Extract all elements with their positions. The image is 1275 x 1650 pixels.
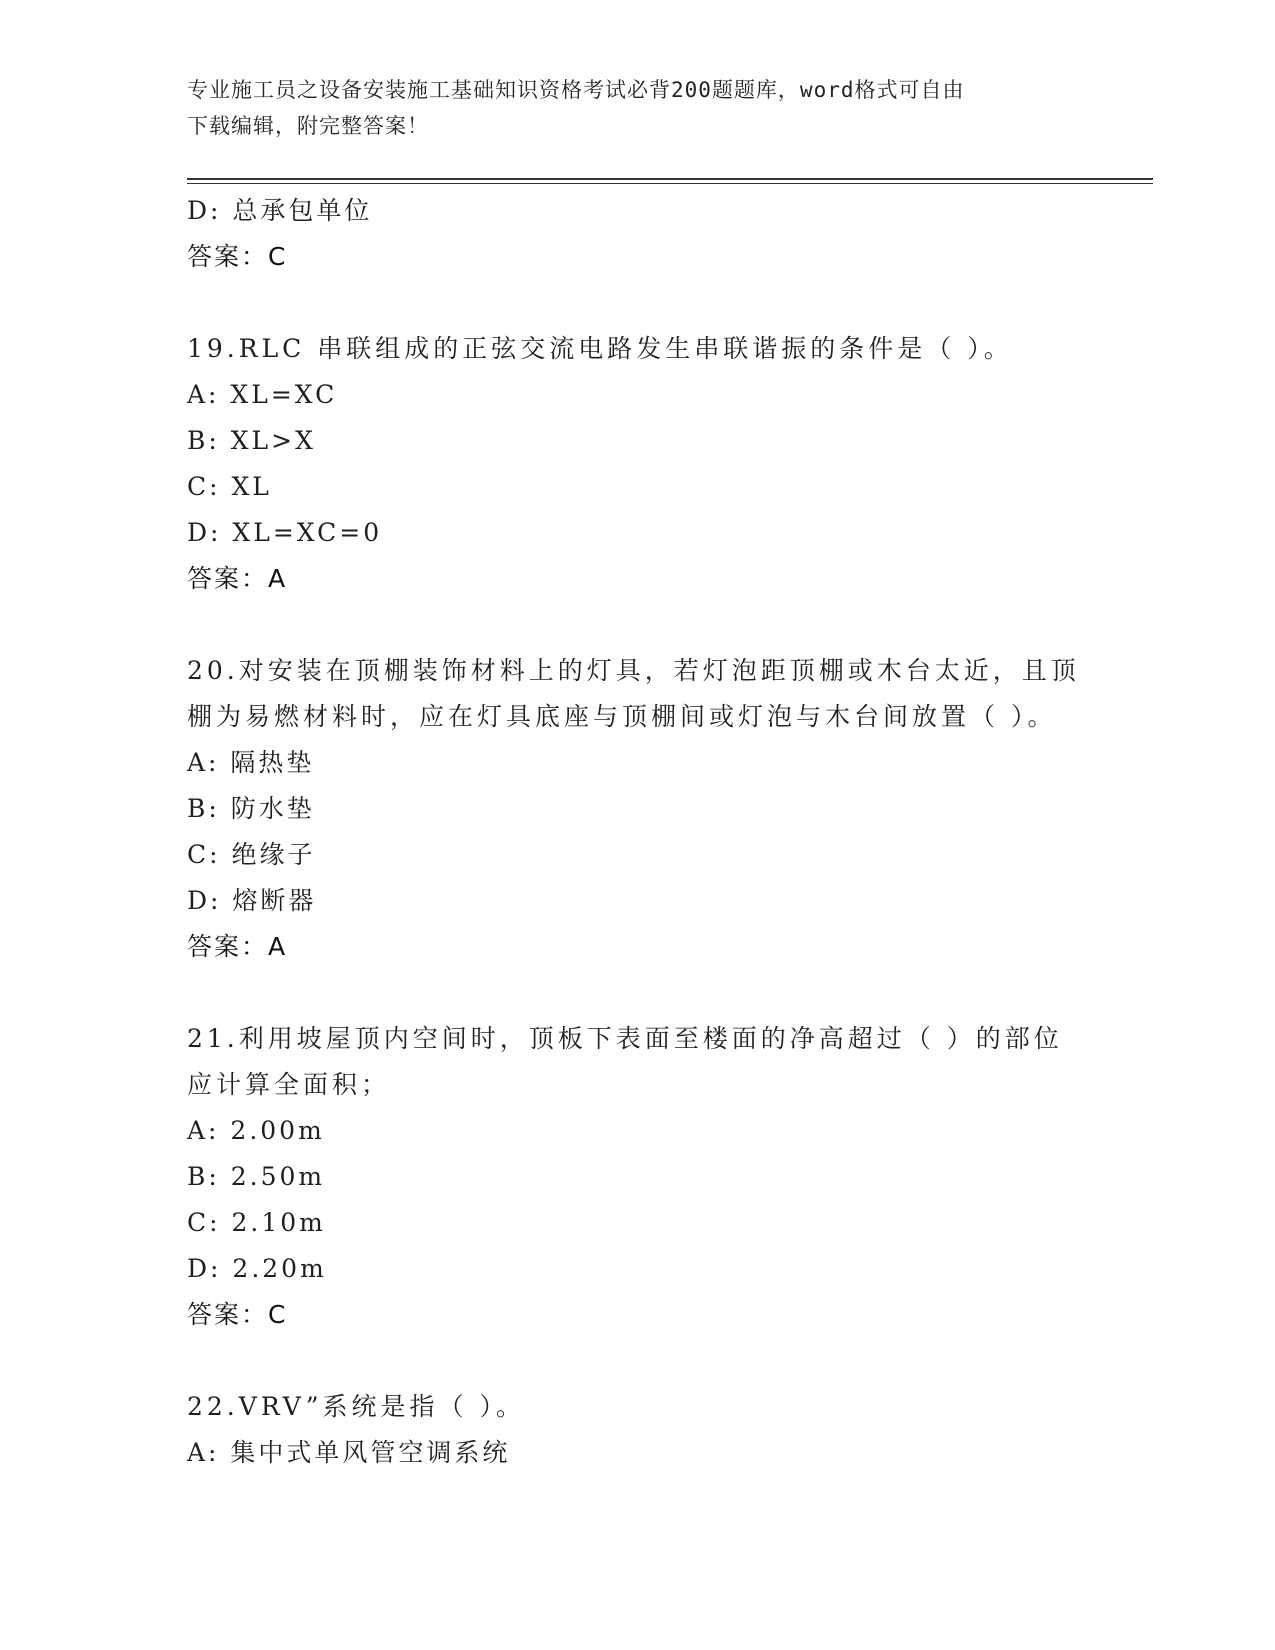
option-line: D: 2.20m [187, 1254, 327, 1283]
block-gap [187, 602, 1087, 648]
option-line: A: 集中式单风管空调系统 [187, 1438, 511, 1467]
option-line: A: 隔热垫 [187, 748, 315, 777]
option-line: D: 总承包单位 [187, 196, 373, 225]
answer-line: 答案：A [187, 564, 288, 593]
option-line: C: 2.10m [187, 1208, 326, 1237]
option-line: B: 2.50m [187, 1162, 326, 1191]
option-line: A: XL=XC [187, 380, 338, 409]
block-gap [187, 280, 1087, 326]
question-text: 21.利用坡屋顶内空间时，顶板下表面至楼面的净高超过（ ）的部位 [187, 1024, 1063, 1053]
answer-line: 答案：C [187, 242, 288, 271]
option-line: C: 绝缘子 [187, 840, 316, 869]
option-line: D: 熔断器 [187, 886, 317, 915]
question-text: 22.VRV”系统是指（ ）。 [187, 1392, 525, 1421]
block-gap [187, 1338, 1087, 1384]
block-gap [187, 970, 1087, 1016]
document-header [187, 72, 1067, 144]
header-line-2: 下载编辑，附完整答案！ [187, 114, 429, 138]
option-line: B: 防水垫 [187, 794, 315, 823]
question-text: 应计算全面积； [187, 1070, 391, 1099]
question-list [187, 188, 1087, 1476]
answer-line: 答案：A [187, 932, 288, 961]
answer-line: 答案：C [187, 1300, 288, 1329]
question-text: 19.RLC 串联组成的正弦交流电路发生串联谐振的条件是（ ）。 [187, 334, 1013, 363]
option-line: A: 2.00m [187, 1116, 325, 1145]
question-text: 棚为易燃材料时，应在灯具底座与顶棚间或灯泡与木台间放置（ ）。 [187, 702, 1057, 731]
header-rule-thin [187, 183, 1153, 184]
header-line-1: 专业施工员之设备安装施工基础知识资格考试必背200题题库，word格式可自由 [187, 78, 965, 102]
header-rule-thick [187, 178, 1153, 180]
question-text: 20.对安装在顶棚装饰材料上的灯具，若灯泡距顶棚或木台太近，且顶 [187, 656, 1080, 685]
option-line: C: XL [187, 472, 272, 501]
option-line: D: XL=XC=0 [187, 518, 383, 547]
option-line: B: XL>X [187, 426, 316, 455]
